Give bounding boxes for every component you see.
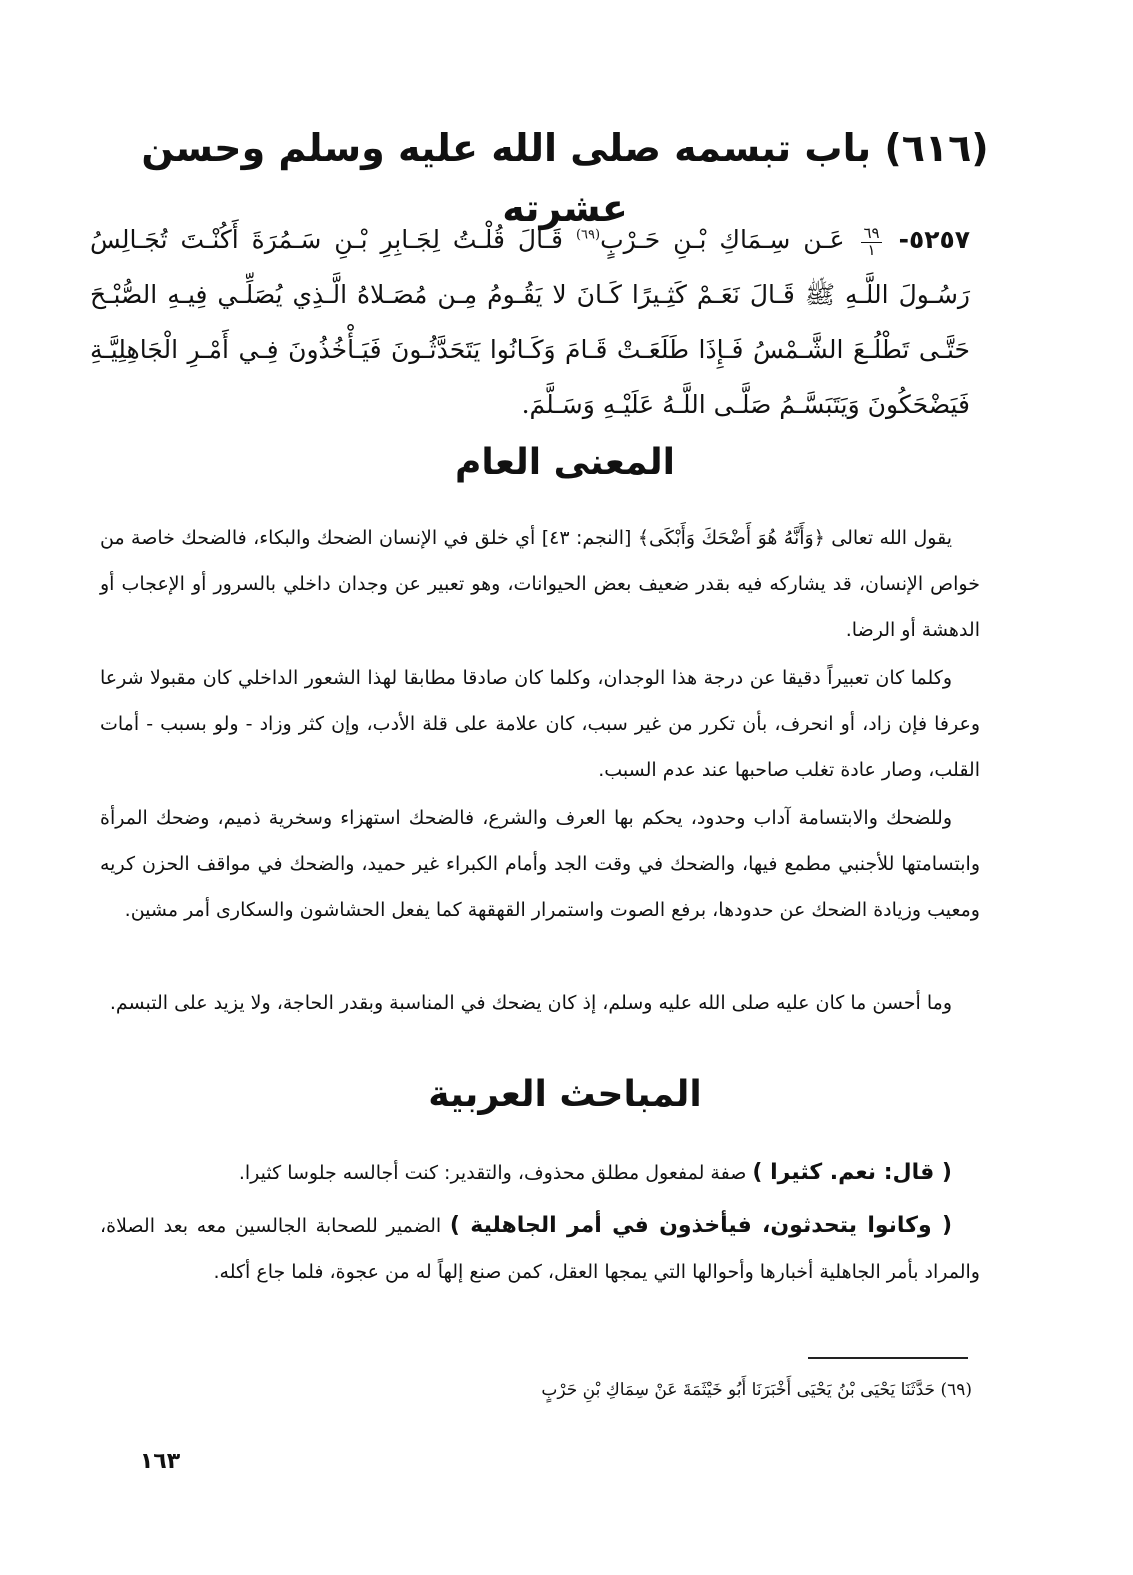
item-1-heading: ( قال: نعم. كثيرا ) [752, 1160, 952, 1185]
hadith-reference-top: ٦٩ [863, 223, 880, 242]
hadith-number: ٥٢٥٧- [898, 225, 970, 254]
footnote: (٦٩) حَدَّثَنَا يَحْيَى بْنُ يَحْيَى أَخْبَرَنَا أَبُو خَيْثَمَةَ عَنْ سِمَاكِ بْنِ حَرْبٍ [541, 1380, 972, 1400]
hadith-reference-bottom: ١ [867, 240, 876, 259]
footnote-marker[interactable]: (٦٩) [575, 227, 601, 243]
page-number: ١٦٣ [139, 1449, 181, 1474]
item-2-heading: ( وكانوا يتحدثون، فيأخذون في أمر الجاهلية ) [449, 1213, 952, 1238]
hadith-body: قَـالَ قُلْـتُ لِجَـابِرِ بْـنِ سَـمُرَةَ أَكُنْـتَ تُجَـالِسُ رَسُـولَ اللَّـهِ ﷺ قَـالَ نَعَـمْ كَثِـيرًا كَـانَ لا يَقُـومُ مِـن مُصَـلاهُ الَّـذِي يُصَلِّـي فِيـهِ الصُّبْـحَ حَتَّـى تَطْلُـعَ الشَّـمْسُ فَـإِذَا طَلَعَـتْ قَـامَ وَكَـانُوا يَتَحَدَّثُـونَ فَيَـأْخُذُونَ فِـي أَمْـرِ الْجَاهِلِيَّـةِ فَيَضْحَكُونَ وَيَتَبَسَّـمُ صَلَّـى اللَّـهُ عَلَيْـهِ وَسَـلَّمَ. [90, 225, 970, 419]
general-meaning-paragraph-2: وكلما كان تعبيراً دقيقا عن درجة هذا الوجدان، وكلما كان صادقا مطابقا لهذا الشعور الداخلي كان مقبولا شرعا وعرفا فإن زاد، أو انحرف، بأن تكرر من غير سبب، كان علامة على قلة الأدب، وإن كثر وزاد - ولو بسبب - أمات القلب، وصار عادة تغلب صاحبها عند عدم السبب. [100, 667, 980, 781]
section-title-arabic-discussion: المباحث العربية [428, 1074, 702, 1115]
arabic-discussion-item-1 [100, 1150, 980, 1196]
item-2-text: الضمير للصحابة الجالسين معه بعد الصلاة، والمراد بأمر الجاهلية أخبارها وأحوالها التي يمجها العقل، كمن صنع إلهاً له من عجوة، فلما جاع أكله. [100, 1215, 980, 1283]
general-meaning-paragraph-1: يقول الله تعالى ﴿وَأَنَّهُ هُوَ أَضْحَكَ وَأَبْكَى﴾ [النجم: ٤٣] أي خلق في الإنسان الضحك والبكاء، فالضحك خاصة من خواص الإنسان، قد يشاركه فيه بقدر ضعيف بعض الحيوانات، وهو تعبير عن وجدان داخلي بالسرور أو الإعجاب أو الدهشة أو الرضا. [100, 527, 980, 641]
chapter-title: (٦١٦) باب تبسمه صلى الله عليه وسلم وحسن عشرته [141, 126, 989, 230]
item-1-text: صفة لمفعول مطلق محذوف، والتقدير: كنت أجالسه جلوسا كثيرا. [238, 1162, 747, 1184]
footnote-divider [808, 1357, 968, 1359]
general-meaning-paragraph-3: وللضحك والابتسامة آداب وحدود، يحكم بها العرف والشرع، فالضحك استهزاء وسخرية ذميم، وضحك المرأة وابتسامتها للأجنبي مطمع فيها، والضحك في وقت الجد وأمام الكبراء غير حميد، والضحك في مواقف الحزن كريه ومعيب وزيادة الضحك عن حدودها، برفع الصوت واستمرار القهقهة كما يفعل الحشاشون والسكارى أمر مشين. [100, 807, 980, 921]
hadith-text [90, 212, 970, 432]
section-title-general-meaning: المعنى العام [454, 442, 676, 483]
arabic-discussion-item-2 [100, 1203, 980, 1295]
hadith-narrator: عَـن سِـمَاكِ بْـنِ حَـرْبٍ [600, 225, 845, 254]
hadith-reference [861, 223, 881, 259]
general-meaning-paragraph-4: وما أحسن ما كان عليه صلى الله عليه وسلم، إذ كان يضحك في المناسبة وبقدر الحاجة، ولا يزيد على التبسم. [109, 992, 952, 1014]
